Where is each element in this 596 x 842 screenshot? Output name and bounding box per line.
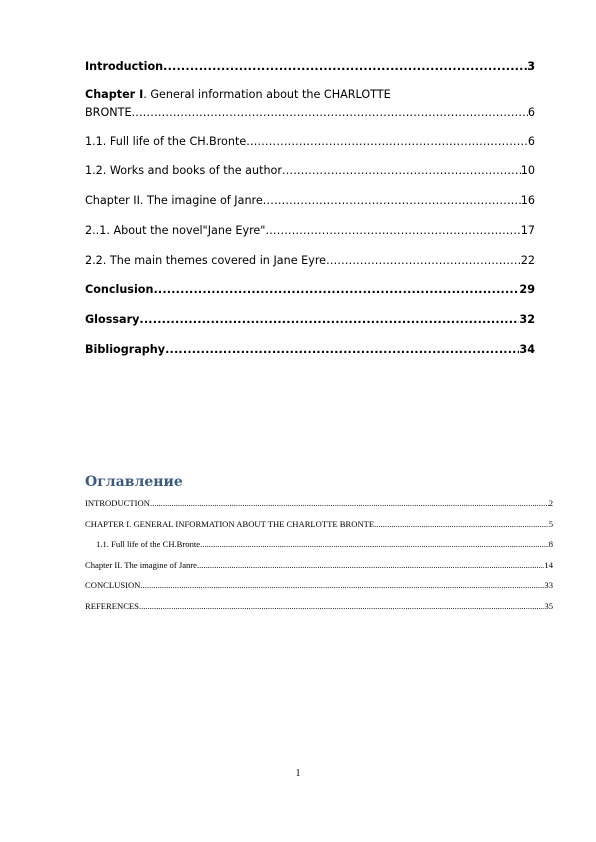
toc-entry-label: Chapter II. The imagine of Janre (85, 559, 197, 570)
toc-entry-label: REFERENCES (85, 600, 139, 611)
toc-entry-introduction[interactable] (85, 493, 553, 514)
toc-entry-chapter-2[interactable] (85, 191, 535, 211)
toc-entry-label: Glossary (85, 313, 140, 326)
leader-dots (263, 191, 521, 211)
toc-entry-label: 1.1. Full life of the CH.Bronte (96, 539, 201, 549)
toc-entry-label: Bibliography (85, 343, 166, 356)
toc-entry-bibliography[interactable] (85, 340, 535, 360)
toc-entry-page: 6 (527, 135, 535, 148)
toc-entry-page: 6 (527, 106, 535, 119)
toc-entry-label: 2.2. The main themes covered in Jane Eyre (85, 254, 327, 267)
toc-entry-page: 34 (519, 343, 535, 356)
toc-entry-label: 1.2. Works and books of the author (85, 164, 282, 177)
toc-entry-label: INTRODUCTION (85, 498, 150, 508)
toc-entry-glossary[interactable] (85, 310, 535, 330)
toc-entry-references[interactable] (85, 596, 553, 617)
toc-entry-section-2-1[interactable] (85, 221, 535, 241)
toc-entry-label: Introduction (85, 60, 164, 73)
leader-dots (326, 251, 521, 271)
toc-entry-section-1-1[interactable] (85, 534, 553, 555)
toc-entry-page: 10 (520, 164, 535, 177)
toc-entry-label: Conclusion (85, 283, 154, 296)
toc-entry-page: 32 (519, 313, 535, 326)
leader-dots (139, 310, 519, 330)
toc-entry-label: CONCLUSION (85, 580, 141, 590)
toc-entry-page: 35 (544, 600, 553, 611)
table-of-contents-secondary (85, 493, 553, 616)
toc-entry-page: 3 (527, 60, 535, 73)
toc-entry-chapter-1[interactable] (85, 514, 553, 535)
toc-entry-section-2-2[interactable] (85, 251, 535, 271)
toc-entry-label: Chapter II. The imagine of Janre (85, 194, 263, 207)
toc-entry-label-prefix: Chapter I (85, 88, 144, 101)
leader-dots (374, 514, 549, 535)
toc-entry-conclusion[interactable] (85, 575, 553, 596)
toc-entry-chapter-2[interactable] (85, 555, 553, 576)
toc-entry-page: 33 (544, 580, 553, 590)
toc-entry-section-1-1[interactable] (85, 132, 535, 152)
leader-dots (139, 596, 544, 617)
toc-entry-chapter-1[interactable] (85, 86, 535, 122)
leader-dots (246, 132, 528, 152)
leader-dots (197, 555, 544, 576)
toc-entry-page: 2 (548, 498, 553, 508)
page-number: 1 (295, 768, 301, 779)
toc-entry-page: 8 (548, 539, 553, 549)
leader-dots (140, 575, 544, 596)
toc-entry-page: 22 (520, 254, 535, 267)
toc-entry-label: 1.1. Full life of the CH.Bronte (85, 135, 247, 148)
leader-dots (265, 221, 520, 241)
leader-dots (153, 280, 519, 300)
toc-entry-page: 16 (520, 194, 535, 207)
toc-entry-label: 2..1. About the novel"Jane Eyre" (85, 224, 266, 237)
leader-dots (163, 57, 527, 77)
toc-entry-label: CHAPTER I. GENERAL INFORMATION ABOUT THE CHARLOTTE BRONTE (85, 518, 375, 529)
leader-dots (132, 104, 528, 122)
leader-dots (200, 534, 549, 555)
toc-entry-page: 17 (520, 224, 535, 237)
toc-entry-introduction[interactable] (85, 57, 535, 77)
toc-entry-conclusion[interactable] (85, 280, 535, 300)
toc-entry-label: . General information about the CHARLOTTE (143, 88, 391, 101)
toc-heading: Оглавление (85, 474, 183, 490)
toc-entry-page: 29 (519, 283, 535, 296)
leader-dots (150, 493, 549, 514)
toc-entry-page: 14 (544, 559, 553, 570)
table-of-contents-primary (85, 57, 535, 360)
toc-entry-page: 5 (548, 518, 553, 529)
toc-entry-section-1-2[interactable] (85, 161, 535, 181)
toc-entry-label-continued: BRONTE (85, 106, 132, 119)
leader-dots (165, 340, 519, 360)
leader-dots (282, 161, 521, 181)
